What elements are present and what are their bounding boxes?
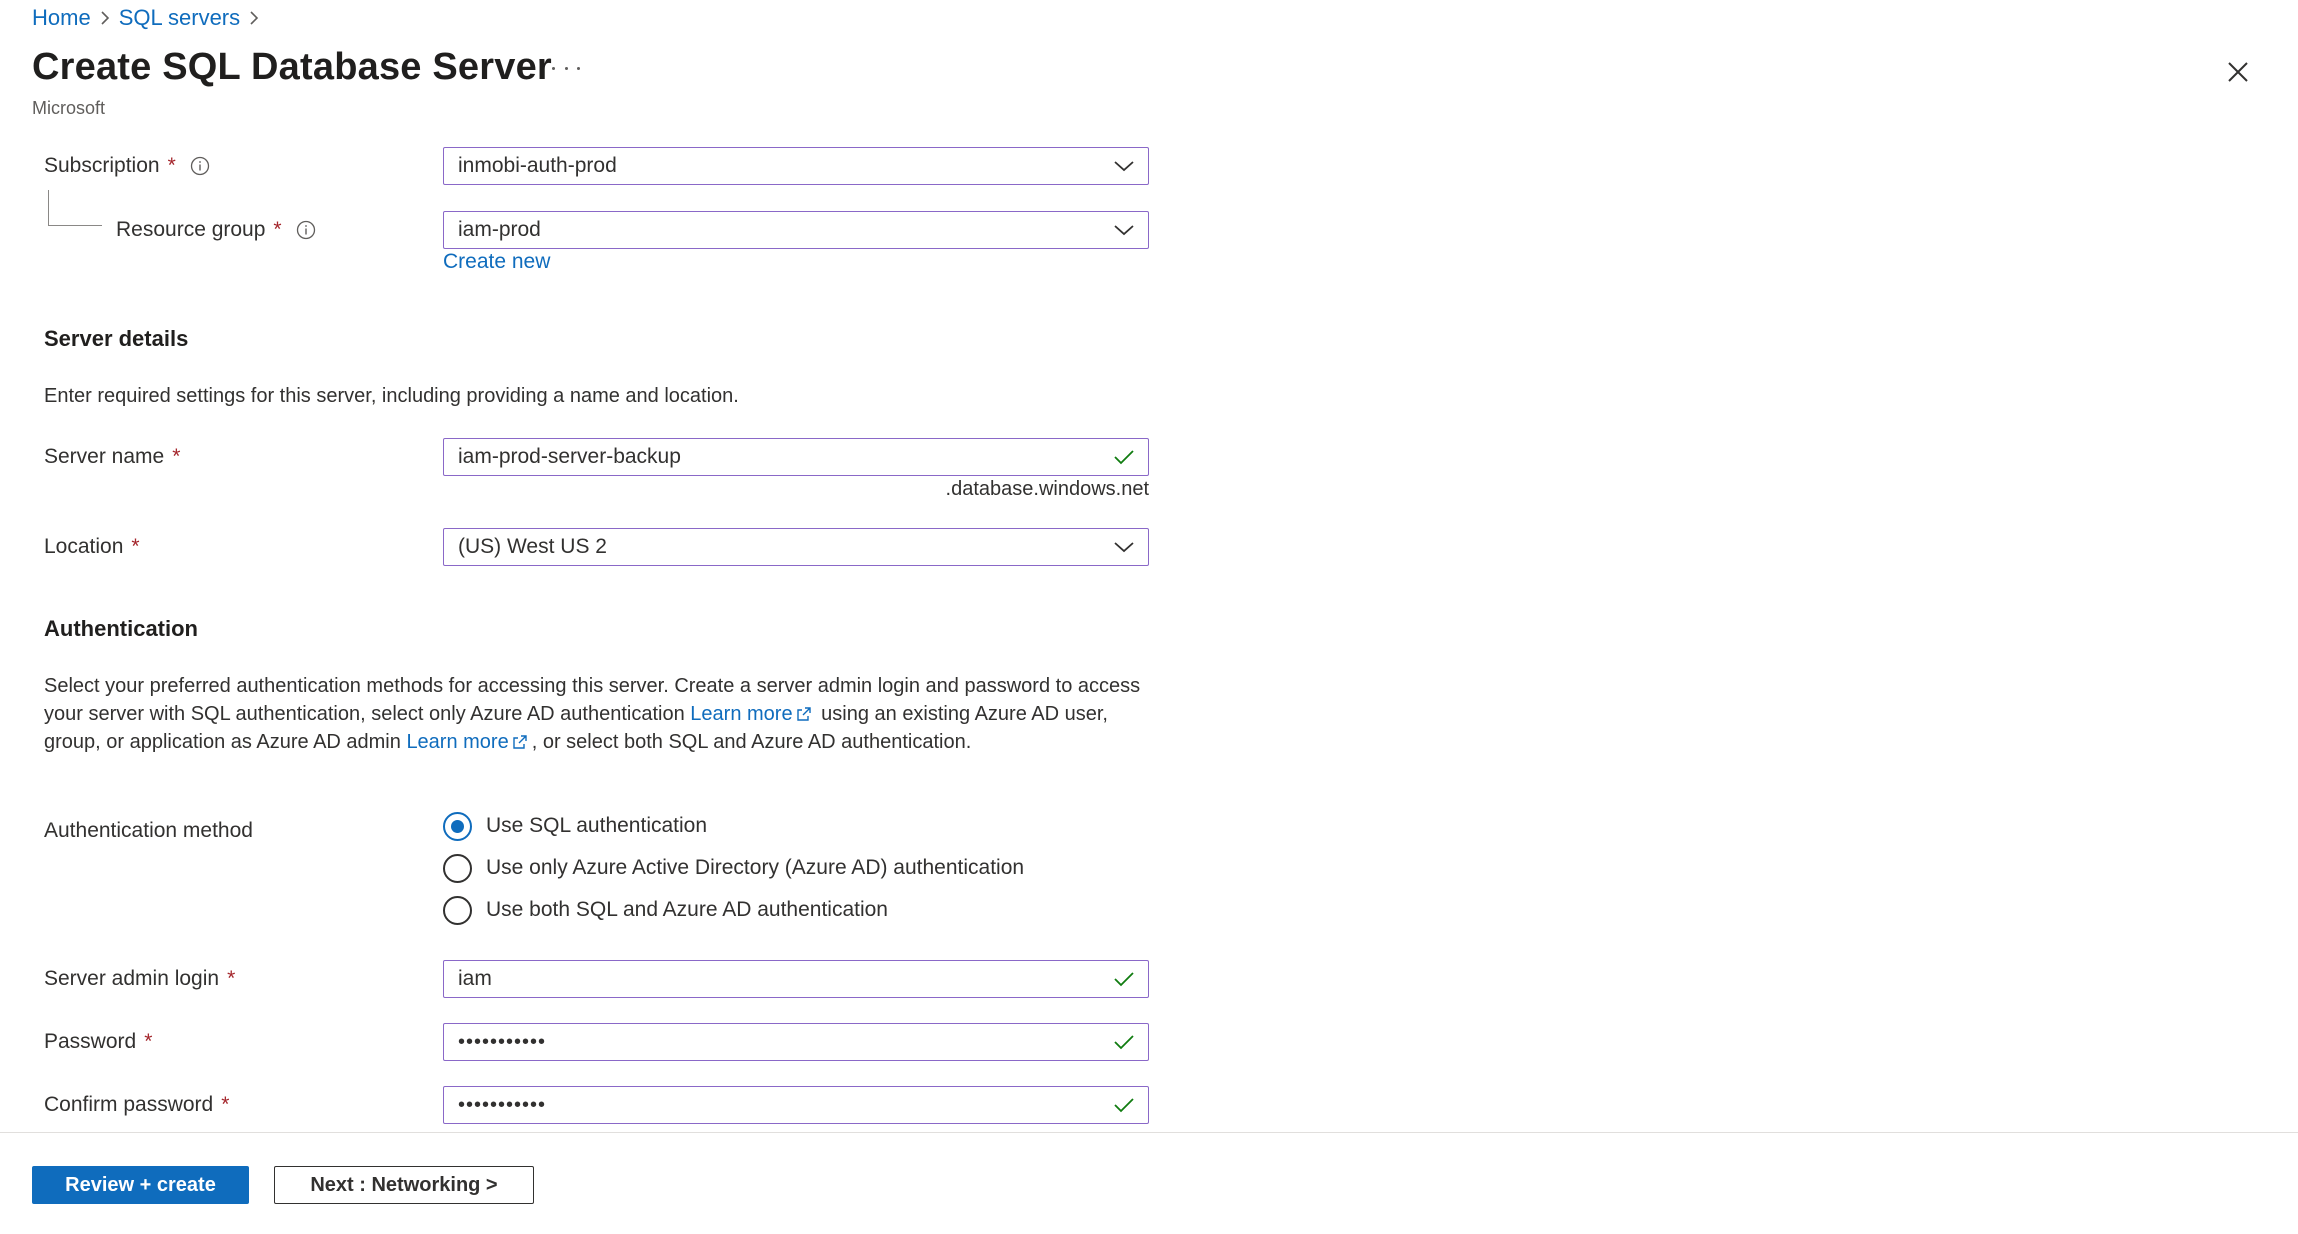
location-dropdown[interactable]	[443, 528, 1149, 566]
resource-group-label	[116, 211, 316, 249]
server-details-description: Enter required settings for this server, including providing a name and location.	[44, 385, 739, 407]
resource-group-dropdown[interactable]	[443, 211, 1149, 249]
page-subtitle: Microsoft	[32, 98, 106, 118]
footer-divider	[0, 1132, 2298, 1133]
authentication-desc-part3: , or select both SQL and Azure AD authentication.	[531, 731, 972, 753]
required-marker: *	[227, 967, 236, 990]
subscription-value: inmobi-auth-prod	[458, 154, 617, 177]
required-marker: *	[131, 535, 140, 558]
required-marker: *	[144, 1030, 153, 1053]
auth-option-label: Use both SQL and Azure AD authentication	[486, 898, 888, 921]
location-label-text: Location	[44, 535, 124, 558]
required-marker: *	[273, 218, 282, 241]
tree-connector	[48, 190, 102, 226]
server-name-domain-suffix: .database.windows.net	[945, 478, 1149, 500]
review-create-button[interactable]: Review + create	[32, 1166, 249, 1204]
chevron-right-icon	[91, 4, 119, 32]
external-link-icon	[796, 702, 812, 718]
auth-option-label: Use SQL authentication	[486, 814, 708, 837]
resource-group-label-text: Resource group	[116, 218, 266, 241]
learn-more-link-2[interactable]: Learn more	[406, 731, 509, 753]
checkmark-icon	[1112, 1093, 1136, 1117]
server-name-label-text: Server name	[44, 445, 165, 468]
radio-button[interactable]	[443, 854, 472, 883]
required-marker: *	[172, 445, 181, 468]
confirm-password-label-text: Confirm password	[44, 1093, 214, 1116]
learn-more-link-1[interactable]: Learn more	[690, 703, 793, 725]
auth-option-azure-ad-only[interactable]	[443, 853, 1024, 883]
resource-group-value: iam-prod	[458, 218, 541, 241]
password-label	[44, 1023, 152, 1061]
chevron-down-icon	[1112, 535, 1136, 559]
password-value: •••••••••••	[458, 1030, 547, 1053]
password-input[interactable]	[443, 1023, 1149, 1061]
checkmark-icon	[1112, 445, 1136, 469]
admin-login-label	[44, 960, 235, 998]
radio-button[interactable]	[443, 896, 472, 925]
close-icon[interactable]	[2222, 56, 2254, 88]
confirm-password-label	[44, 1086, 229, 1124]
checkmark-icon	[1112, 1030, 1136, 1054]
subscription-dropdown[interactable]	[443, 147, 1149, 185]
location-label	[44, 528, 140, 566]
location-value: (US) West US 2	[458, 535, 607, 558]
server-name-label	[44, 438, 180, 476]
breadcrumb-home-link[interactable]: Home	[32, 5, 91, 30]
authentication-desc-part1: Select your preferred authentication methods for accessing this server. Create a server admin login and password to access your server with SQL authentication, select only Azure AD authentication	[44, 675, 1141, 725]
auth-option-both[interactable]	[443, 895, 888, 925]
admin-login-label-text: Server admin login	[44, 967, 220, 990]
required-marker: *	[221, 1093, 230, 1116]
authentication-heading: Authentication	[44, 616, 198, 641]
breadcrumb	[32, 4, 268, 32]
auth-option-sql[interactable]	[443, 811, 707, 841]
admin-login-input[interactable]	[443, 960, 1149, 998]
page-title: Create SQL Database Server	[32, 46, 552, 88]
password-label-text: Password	[44, 1030, 137, 1053]
radio-button-checked[interactable]	[443, 812, 472, 841]
authentication-desc-part2: using an existing Azure AD user, group, or application as Azure AD admin	[44, 703, 1108, 753]
subscription-label	[44, 147, 210, 185]
auth-option-label: Use only Azure Active Directory (Azure AD) authentication	[486, 856, 1025, 879]
server-name-value: iam-prod-server-backup	[458, 445, 681, 468]
authentication-description	[44, 672, 1154, 756]
external-link-icon	[512, 730, 528, 746]
more-icon[interactable]	[552, 58, 580, 78]
chevron-down-icon	[1112, 154, 1136, 178]
create-new-link[interactable]: Create new	[443, 250, 551, 273]
subscription-label-text: Subscription	[44, 154, 160, 177]
confirm-password-value: •••••••••••	[458, 1093, 547, 1116]
chevron-down-icon	[1112, 218, 1136, 242]
authentication-method-label: Authentication method	[44, 819, 253, 842]
confirm-password-input[interactable]	[443, 1086, 1149, 1124]
server-name-input[interactable]	[443, 438, 1149, 476]
required-marker: *	[167, 154, 176, 177]
admin-login-value: iam	[458, 967, 492, 990]
checkmark-icon	[1112, 967, 1136, 991]
server-details-heading: Server details	[44, 326, 189, 351]
breadcrumb-sql-servers-link[interactable]: SQL servers	[118, 5, 241, 30]
info-icon[interactable]	[190, 156, 210, 176]
chevron-right-icon	[240, 4, 268, 32]
next-networking-button[interactable]: Next : Networking >	[274, 1166, 534, 1204]
info-icon[interactable]	[296, 220, 316, 240]
